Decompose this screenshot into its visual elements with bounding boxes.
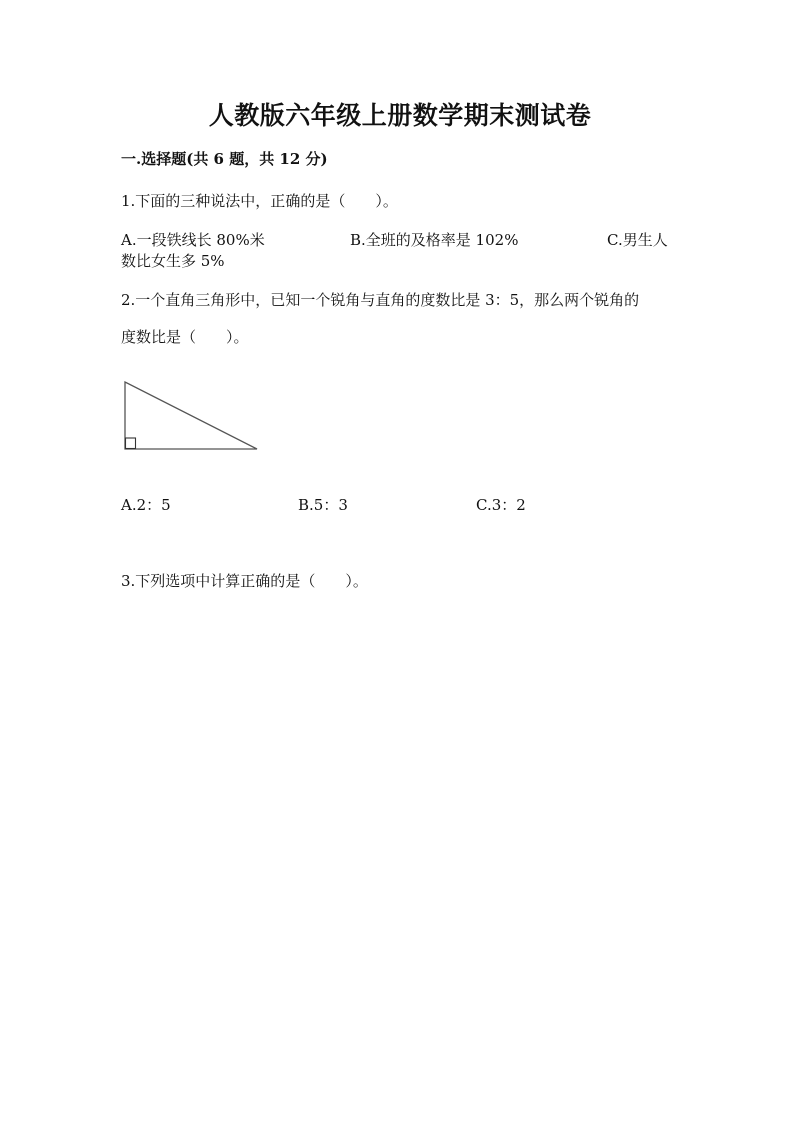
- question-2-option-b: B.5：3: [298, 496, 348, 514]
- right-angle-marker: [126, 438, 136, 449]
- question-1-option-b: B.全班的及格率是 102%: [350, 231, 519, 249]
- question-1-stem: 1.下面的三种说法中，正确的是（ ）。: [121, 192, 398, 210]
- question-1-option-a: A.一段铁线长 80%米: [121, 231, 265, 249]
- question-2-stem-line-1: 2.一个直角三角形中，已知一个锐角与直角的度数比是 3：5，那么两个锐角的: [121, 291, 640, 309]
- section-heading: 一.选择题(共 6 题，共 12 分): [121, 150, 328, 168]
- question-2-option-a: A.2：5: [121, 496, 171, 514]
- right-triangle-figure-icon: [118, 378, 268, 458]
- triangle-outline: [125, 382, 257, 449]
- question-1-option-c: C.男生人: [607, 231, 668, 249]
- page-title: 人教版六年级上册数学期末测试卷: [208, 101, 592, 130]
- question-3-stem: 3.下列选项中计算正确的是（ ）。: [121, 572, 368, 590]
- question-2-option-c: C.3：2: [476, 496, 526, 514]
- question-1-option-c-continued: 数比女生多 5%: [121, 252, 225, 270]
- question-2-stem-line-2: 度数比是（ ）。: [121, 328, 249, 346]
